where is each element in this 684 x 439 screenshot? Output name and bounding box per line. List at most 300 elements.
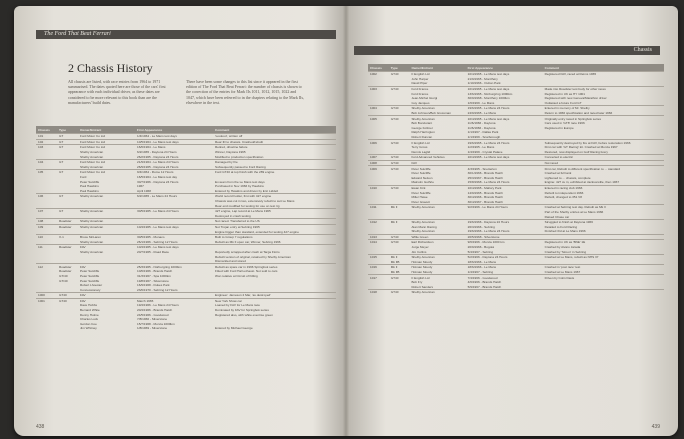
table-cell: Ewan Kirk — [409, 185, 465, 190]
page-number-left: 438 — [36, 424, 45, 430]
table-header-row — [368, 64, 664, 72]
table-cell: Peter Sutcliffe — [409, 166, 465, 171]
table-cell: Peter Sutcliffe — [80, 273, 100, 278]
table-cell — [36, 326, 57, 331]
table-cell: 30/1/1966 - Brands Hatch — [467, 171, 503, 176]
table-cell: Robert Lhoester — [80, 283, 103, 288]
table-cell: Cars used in 'GT8' race 1966 — [544, 121, 585, 126]
table-cell: Paul Hawkins — [80, 184, 99, 189]
table-cell: Mk IIB — [390, 259, 400, 264]
table-cell: 108 — [36, 219, 57, 225]
table-cell: Not raced. Transferred to the US — [213, 219, 336, 225]
table-cell: GT — [57, 170, 78, 175]
table-cell: Part of the Shelby entries at Le Mans 1966 — [544, 209, 604, 214]
table-cell: 427 engine, Lap record at Le Mans 1965 — [213, 208, 336, 213]
table-cell: Ford Advanced Vehicles — [409, 155, 465, 161]
table-cell: 20/7/1965 - Road Race — [137, 249, 169, 254]
table-cell: George Follmer — [411, 125, 433, 130]
table-cell: 10/4/1965 - Le Mans test days — [466, 116, 543, 121]
table-cell: Peter Sutcliffe — [411, 171, 431, 176]
table-cell: F English Ltd — [409, 275, 465, 280]
table-cell: 1/10/1966 - Oulton Park — [467, 81, 501, 86]
table-cell: 24/9/1965 - Le Mans — [467, 111, 497, 116]
table-cell: 11/6/1966 - Daytona — [467, 121, 496, 126]
table-cell: 5/4/1967 - Sebring — [467, 249, 494, 254]
table-cell: 1/6/1969 - Le Mans — [467, 100, 495, 105]
table-cell: Crashed by Alvaro Jarada — [544, 245, 581, 250]
table-cell: 25/3/1967 - Brands Hatch — [467, 175, 503, 180]
table-cell: FAV — [78, 293, 135, 299]
table-cell: Dave Hobbs — [80, 303, 98, 308]
table-cell: Fitted with Ford Hall exhaust. Not sold to cars — [215, 269, 278, 274]
table-cell: Peter Sutcliffe — [80, 269, 100, 274]
table-cell: Ford France — [409, 86, 465, 91]
table-cell: Not Trojan entry at Sebring 1965 — [213, 224, 336, 229]
table-cell: Rear end modified for testing for use on test rig — [215, 203, 280, 208]
table-cell: Gordon Coe — [80, 321, 97, 326]
table-cell: Bob Bondurant — [411, 121, 433, 126]
table-cell: World record holder, first with 427 engine — [213, 194, 336, 199]
table-cell: Purchased in Nov 1966 by Hawkins — [215, 184, 264, 189]
table-cell: Peter Sutcliffe — [80, 179, 100, 184]
table-cell: 1002 — [368, 72, 389, 77]
column-header: Type — [57, 126, 78, 134]
table-cell: Dominated by FAV for Springbok series — [215, 308, 269, 313]
table-cell: Edward Nelson — [411, 175, 433, 180]
column-header: First Appearance — [135, 126, 213, 134]
table-cell: Converted to electric — [543, 155, 664, 161]
table-cell: 1017 — [368, 275, 389, 280]
table-cell: Restored, now displayed on Gulf Racing livery — [544, 149, 608, 154]
table-cell: 30/5/1965 - Monaco — [135, 234, 213, 239]
table-cell: 9/2/1966 - Le Mans 24 Hours — [466, 205, 543, 210]
table-cell: Holman Moody — [409, 265, 465, 270]
table-cell: Registered in Europe — [544, 125, 574, 130]
table-cell: Ford GT40 at top finish with the 289 engine — [213, 170, 336, 175]
table-cell: 1967 — [137, 184, 144, 189]
table-cell: Shelby American — [78, 219, 135, 225]
table-cell: Shelby American — [80, 249, 104, 254]
table-cell: Finished 3rd at Le Mans 1966 — [544, 229, 586, 234]
table-cell: Earl Richardson — [409, 240, 465, 245]
table-cell: Bob Johnson/Bob Grossman — [411, 111, 451, 116]
table-cell: 1006 — [368, 140, 389, 145]
table-cell: 11/6/1966 - Daytona — [467, 125, 496, 130]
table-cell: Engine: 427 cu in, exhibited at Jacksonville, then 1967 — [544, 180, 620, 185]
table-cell: GT40 — [389, 240, 410, 245]
table-cell: GT — [57, 145, 78, 150]
table-cell: Shelby American — [409, 290, 465, 295]
table-cell: Shelby American — [78, 208, 135, 213]
table-cell: 1012 — [368, 219, 389, 224]
table-cell: Miller Hawe — [411, 195, 428, 200]
table-cell: Mk II — [389, 265, 410, 270]
table-cell: 106 — [36, 194, 57, 199]
table-cell: Shelby American — [78, 194, 135, 199]
table-cell: Subsequently destroyed by fire at FAV, before restoration 1966 — [543, 140, 664, 145]
table-cell: GT40 — [389, 185, 410, 190]
table-cell: 1009 — [368, 166, 389, 171]
table-cell: Jim Collins — [411, 249, 427, 254]
table-cell: Holman Moody — [411, 259, 433, 264]
table-cell: Damaged by fire — [213, 159, 336, 164]
table-cell: Shelby American — [409, 205, 465, 210]
table-cell: Ex-team from the Le Mans test days — [215, 179, 265, 184]
table-cell: Subsequently passed to Ford Racing — [215, 164, 266, 169]
table-cell: 'Lookout', written off — [213, 134, 336, 140]
table-cell: Ford Motor Co Ltd — [78, 145, 135, 150]
table-cell: 24/5/1966 - Goodwood — [137, 312, 169, 317]
table-cell: 26/1/1966 - Sebring 12 Hours — [137, 239, 178, 244]
table-cell: Terry Gross — [411, 145, 428, 150]
table-cell: 30/4/1966 - Brands Hatch — [467, 195, 503, 200]
table-cell: Shelby American — [80, 154, 104, 159]
page-number-right: 439 — [651, 424, 660, 430]
table-cell: GT40 — [389, 234, 410, 240]
column-header: Type — [389, 64, 410, 72]
table-cell: 15/7/1968 - Monza 1000km — [137, 321, 175, 326]
table-cell: April 1968 — [137, 188, 151, 193]
table-cell: Shelby American — [80, 239, 104, 244]
table-cell: 1013 — [368, 234, 389, 240]
table-cell: 4/3/1965 - Snetterton — [466, 166, 543, 171]
table-cell: Originally entry raced in Springbok series — [543, 116, 664, 121]
table-cell: 21/9/1964 - Le Mans 24 Hours — [135, 159, 213, 164]
table-cell: 20/5/1968 - Silverstone — [466, 234, 543, 240]
table-cell: GT40 — [389, 275, 410, 280]
table-cell: 26/9/1965 - Daytona 24 Hours — [137, 164, 179, 169]
table-cell: GT — [57, 208, 78, 213]
table-cell: 7/8/1966 - Silverstone — [137, 317, 168, 322]
table-cell — [466, 290, 543, 295]
table-cell: Guy Jacques — [411, 100, 430, 105]
table-cell: 1/4/1964 - Le Mans test days — [135, 134, 213, 140]
table-cell: Bruce McLaren — [78, 234, 135, 239]
table-cell: 15/8/1968 - Le Mans 24 Hours — [467, 180, 510, 185]
table-cell: GT — [57, 194, 78, 199]
table-cell: GT40 — [389, 140, 410, 145]
table-cell: FAV — [78, 298, 135, 303]
table-cell: 18/6/1966 - Le Mans — [467, 259, 497, 264]
table-cell: Shelby American — [409, 254, 465, 259]
column-header: First Appearance — [466, 64, 543, 72]
table-cell: 112 — [36, 264, 57, 269]
table-cell: Registered in UK as HY 1001 — [544, 91, 585, 96]
table-cell: 1010 — [368, 185, 389, 190]
intro-paragraph-1: All chassis are listed, with race entries from 1964 to 1971 summarised. The dates quoted here are those of the cars' first appearance with each individual driver, as these dates are considered to be more relevant to this book than are the manufacturers' build dates. — [68, 79, 166, 105]
table-header-row — [36, 126, 336, 134]
table-cell: Robert Sanders — [411, 284, 434, 289]
table-cell: 1/4/1967 - Sebring — [467, 270, 494, 275]
table-cell: GT/40 — [59, 273, 68, 278]
table-cell: 7/4/1966 - Goodwood — [466, 275, 543, 280]
table-cell: Made into Roadster test body for other races — [543, 86, 664, 91]
table-cell: 10/4/1965 - Le Mans test days — [135, 245, 213, 250]
table-cell: 1/1/1967 - Dallas Park — [467, 130, 499, 135]
table-cell: Rebuilt to independent 1966 — [544, 190, 584, 195]
table-cell: 30/5/1965 - Le Mans 24 Hours — [135, 208, 213, 213]
table-cell: Retired, driveline failure — [213, 145, 336, 150]
table-cell: 26/2/1965 - Daytona 24 Hours — [137, 154, 179, 159]
table-cell: 6/2/1965 - Le Mans 24 Hours — [135, 194, 213, 199]
table-cell: GT40 — [57, 298, 78, 303]
running-head-left: The Ford That Beat Ferrari — [36, 30, 336, 39]
table-cell: Engine bigger than standard, extended for testing 427 engine — [215, 229, 299, 234]
table-cell: 26/3/1966 - Sebring — [467, 224, 495, 229]
table-cell: Dennis Laglid — [411, 149, 431, 154]
table-cell: 1/2/1965 - Le Mans — [467, 145, 495, 150]
table-cell: 1004 — [368, 106, 389, 111]
table-cell: Mk II — [389, 205, 410, 210]
table-cell: Rear ID to chassis. Crashed/rebuilt — [213, 139, 336, 145]
table-cell: Registered in UK as 'BNE' 1E — [543, 240, 664, 245]
table-cell: John Harper — [411, 76, 429, 81]
table-cell: GT40 — [389, 116, 410, 121]
column-header: Owner/Entrant — [409, 64, 465, 72]
table-cell: GT/40 — [59, 278, 68, 283]
table-cell: 1016 — [368, 265, 389, 270]
table-cell: Entered in memory of Mr. Shelby — [543, 106, 664, 111]
chassis-table-left — [36, 126, 336, 331]
table-cell: GT40 — [57, 293, 78, 299]
table-cell: 10/4/1965 - Le Mans test days — [466, 86, 543, 91]
table-cell: Registered FAV, raced at Reims 1965 — [543, 72, 664, 77]
table-cell: Ford Motor Co Ltd — [78, 170, 135, 175]
table-cell: 1005 — [368, 116, 389, 121]
chapter-title: 2 Chassis History — [68, 61, 153, 75]
table-cell: 30/7/1966 - Daytona 24 Hours — [137, 179, 179, 184]
table-cell: First car with 'GT Racing' kit. Crashed at Monza 1967 — [544, 145, 618, 150]
column-header: Comment — [213, 126, 336, 134]
table-cell: 103 — [36, 145, 57, 150]
table-cell: Lightened to ... chassis, complete — [544, 175, 591, 180]
table-cell: GT40 — [389, 290, 410, 295]
table-cell: 16/9/1968 - Dukes Park — [137, 283, 170, 288]
table-cell: Crashed at full tank — [544, 171, 572, 176]
table-cell: 102 — [36, 139, 57, 145]
table-cell: Shelby American — [78, 224, 135, 229]
table-cell: Return to 1966 specification and raced later 1966 — [544, 111, 613, 116]
table-cell: 10/6/1966 - Brands Hatch — [137, 269, 173, 274]
table-cell: FAV — [78, 245, 135, 250]
table-cell: Concessionary — [80, 287, 101, 292]
table-cell: GT40 — [389, 72, 410, 77]
table-cell: Roadster — [57, 245, 78, 250]
table-cell: GT — [57, 159, 78, 164]
table-cell: 19/4/1966 - Le Mans 24 Hours — [137, 303, 179, 308]
table-cell: Crashed at Le Mans, rebuilt as NHS 37 — [543, 254, 664, 259]
table-cell — [57, 326, 78, 331]
table-cell: Jorge Meyer — [411, 245, 429, 250]
table-cell: 5/9/1967 - Brands Hatch — [467, 284, 502, 289]
table-cell: Modified to production specification — [215, 154, 264, 159]
table-cell: 16/6/1964 - Le Mans — [135, 145, 213, 150]
table-cell: Entered by Hawkins and driven by Eric Liddell — [215, 188, 278, 193]
table-cell: Shelby American — [411, 229, 435, 234]
table-cell: GT40 — [389, 86, 410, 91]
table-cell: Built to Group 7 regulations — [213, 234, 336, 239]
table-cell: Ford Motor Co Ltd — [78, 159, 135, 164]
table-cell: 109 — [36, 224, 57, 229]
open-book — [14, 6, 678, 436]
table-cell: 19/6/1966 - Le Mans 24 Hours — [467, 229, 510, 234]
table-cell: 1008 — [368, 160, 389, 166]
table-cell: Dismantled and stored — [215, 259, 246, 264]
running-head-right: Chassis — [354, 46, 660, 55]
table-cell: GT40 — [389, 106, 410, 111]
table-cell: Holman Moody — [411, 270, 433, 275]
table-cell: 20/9/1966 - Bogotá — [467, 245, 494, 250]
left-page — [14, 6, 346, 436]
table-cell: Paul Hawkins — [80, 188, 99, 193]
table-cell: 9/4/1964 - Rome 12 Hours — [135, 170, 213, 175]
table-cell: 9/6/1966 - Monza 1000 km — [466, 240, 543, 245]
table-cell: 1014 — [368, 240, 389, 245]
table-cell: 31/3/1967 - Spa 1000km — [137, 273, 171, 278]
table-cell: 1/8/1969 - Silverstone — [137, 326, 168, 331]
column-header: Owner/Entrant — [78, 126, 135, 134]
table-cell: Entered by Michael George — [215, 326, 253, 331]
table-cell: 1/4/1969 - Crystal Palace — [467, 149, 503, 154]
table-cell: Mk IIB — [390, 270, 400, 275]
table-cell: 10/4/1965 - Le Mans test days — [466, 155, 543, 161]
table-cell: Willie Green — [409, 234, 465, 240]
table-cell: 1001 — [36, 298, 57, 303]
table-cell: 19/6/1965 - Le Mans 24 Hours — [466, 140, 543, 145]
table-cell: 30/9/1968 - Montlhéry 1000km — [467, 96, 510, 101]
table-cell: 111 — [36, 245, 57, 250]
table-cell: 16/5/1964 - Le Mans test day — [137, 175, 178, 180]
table-cell: GT40 — [389, 160, 410, 166]
table-cell: Detailed to Ford Racing — [544, 224, 578, 229]
table-cell: 105 — [36, 170, 57, 175]
table-cell: Rebuilt as spare car in 1966 Springbok series — [213, 264, 336, 269]
table-cell: 13/6/1965 - Nürburgring 1000km — [467, 91, 513, 96]
table-cell: F English Ltd — [409, 72, 465, 77]
table-cell: David Piper — [411, 81, 428, 86]
table-cell: Crashed by 'Simon' in Sebring — [544, 249, 587, 254]
table-cell: Alan Mann Racing — [411, 224, 437, 229]
table-cell: Engineer: Jameson 2 Mar, 'as destroyed' — [213, 293, 336, 299]
table-cell: First car, Rebuilt to different specification to ... standard — [543, 166, 664, 171]
table-cell: Not raced — [543, 160, 664, 166]
table-cell: Raised Chase car — [544, 214, 570, 219]
table-cell: 25/3/1965 - Nürburgring 1000km — [135, 264, 213, 269]
table-cell: March 1965 — [135, 298, 213, 303]
table-cell: 10/5/1964 - Le Mans test days — [135, 139, 213, 145]
table-cell: X-1 — [57, 234, 78, 239]
table-cell: Ford — [80, 175, 87, 180]
table-cell: 110 — [36, 234, 57, 239]
table-cell: Rebuilt version of original, retained by Shelby American — [215, 254, 291, 259]
table-cell: Ralph Harrington — [411, 130, 435, 135]
table-cell: 30/4/1967 - Brands Hatch — [467, 199, 503, 204]
table-cell: Denny Hulme — [80, 312, 99, 317]
table-cell: F English Ltd — [409, 140, 465, 145]
table-cell: 18/6/1966 - Le Mans — [466, 265, 543, 270]
table-cell: Shelby American — [80, 164, 104, 169]
table-cell: Won relative at Circuit of Killing — [215, 273, 258, 278]
table-cell: Malcolm Guthrie — [411, 180, 434, 185]
table-cell: Registered with new Geneva/Marathon driver — [544, 96, 607, 101]
table-cell: 1/1/1969 - Scarborough — [467, 135, 501, 140]
column-header: Chassis — [368, 64, 389, 72]
table-cell: Crashed at Le Mans 1967 — [544, 270, 581, 275]
table-cell: Struggled to finish at Daytona 1966 — [543, 219, 664, 224]
table-cell: Charles Luck — [80, 317, 99, 322]
table-cell: GT40 — [389, 155, 410, 161]
table-cell: Roadster — [57, 219, 78, 225]
table-cell: Registered also, with white exercise green — [215, 312, 273, 317]
table-cell: Winner, Daytona 1965 — [215, 150, 246, 155]
table-cell: GT40 — [389, 166, 410, 171]
table-cell: 107 — [36, 208, 57, 213]
intro-paragraph-2: There have been some changes to this list since it appeared in the first edition of The Ford That Beat Ferrari: the number of chassis is shown to the correction of the entries for Mark IIs 1011, 1012, 1015, 1022 and 1047, which have been referred to in the chapters relating to the Mark IIs, elsewhere in the text. — [186, 79, 305, 105]
table-cell: FAV — [409, 160, 465, 166]
column-header: Comment — [543, 64, 664, 72]
table-cell: Mk II — [389, 254, 410, 259]
table-cell: Jean-Michel Giorgi — [411, 96, 438, 101]
table-cell: Mk II — [389, 219, 410, 224]
table-cell: GT — [57, 139, 78, 145]
table-cell: 1015 — [368, 254, 389, 259]
table-cell: Entered in racing club 1966 — [543, 185, 664, 190]
table-cell: Bob Fry — [411, 280, 423, 285]
table-cell: Chassis was cut in two, extensively rebuilt to suit Le Mans — [215, 199, 295, 204]
table-cell: New York Show car — [213, 298, 336, 303]
table-cell: FAV — [78, 264, 135, 269]
table-cell: 1011 — [368, 205, 389, 210]
chassis-table-right — [368, 64, 664, 295]
table-cell: Rebuilt as Mk II open car, Winner, Sebring 1966 — [215, 239, 281, 244]
table-cell: Robert Duncan — [411, 135, 433, 140]
right-page — [350, 6, 678, 436]
table-cell: 19/6/1966 - Daytona 24 Hours — [466, 219, 543, 224]
table-cell: 20/4/1966 - Brands Hatch — [137, 308, 173, 313]
table-cell: Shelby American — [409, 116, 465, 121]
table-cell: 10/4/1965 - Mallory Park — [466, 185, 543, 190]
table-cell: Roadster — [57, 264, 78, 269]
table-cell: 1000 — [36, 293, 57, 299]
table-cell: Roadster — [57, 224, 78, 229]
table-cell: 23/6/1970 - Sebring 12 Hours — [137, 287, 178, 292]
table-cell: Ford Motor Co Ltd — [78, 134, 135, 140]
table-cell: Ford France — [411, 91, 429, 96]
table-cell: Peter Sutcliffe — [411, 190, 431, 195]
table-cell: Shelby American — [409, 219, 465, 224]
table-cell: 1003 — [368, 86, 389, 91]
table-cell: Bernard White — [80, 308, 100, 313]
table-cell: 6/2/1965 - Daytona 24 Hours — [137, 150, 177, 155]
table-cell: 1007 — [368, 155, 389, 161]
table-cell: Peter Sutcliffe — [80, 278, 100, 283]
table-cell: Outlasted a future Ford GT — [544, 100, 582, 105]
table-cell: 1018 — [368, 290, 389, 295]
table-cell: 4/6/1966 - Brands Hatch — [467, 280, 502, 285]
table-cell: Roadster — [59, 269, 72, 274]
table-cell: Shelby American — [409, 106, 465, 111]
table-row — [368, 290, 664, 295]
table-cell: Loaned by FAV for Le Mans race — [215, 303, 260, 308]
table-cell: Driven by Colin Davis — [543, 275, 664, 280]
table-cell — [543, 290, 664, 295]
table-cell: 19/6/1965 - Le Mans 24 Hours — [466, 106, 543, 111]
table-cell: Crashed at Sebring test day. Rebuilt as Mk II — [543, 205, 664, 210]
table-cell: 10/4/1965 - Le Mans test days — [466, 72, 543, 77]
table-cell: 19/8/1967 - Silverstone — [137, 278, 169, 283]
table-cell: Jim Whitney — [80, 326, 97, 331]
table-cell: Ford Motor Co Ltd — [78, 139, 135, 145]
